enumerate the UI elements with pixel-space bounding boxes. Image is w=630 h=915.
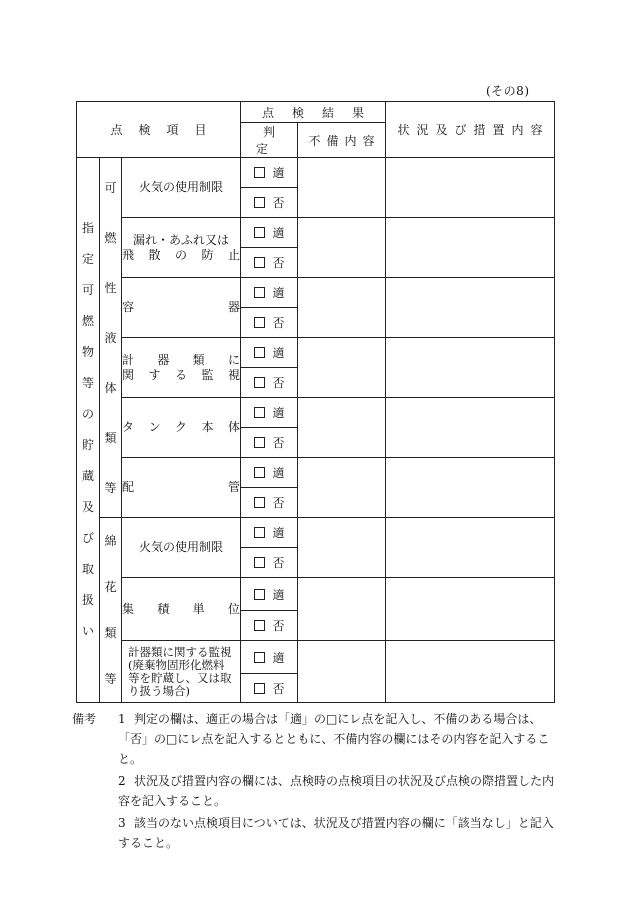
judgment-ok[interactable]: 適 — [241, 458, 298, 488]
judgment-ng[interactable]: 否 — [241, 428, 298, 458]
deficiency-cell[interactable] — [298, 458, 386, 518]
checkbox-icon[interactable] — [254, 652, 265, 663]
checkbox-icon[interactable] — [254, 227, 265, 238]
checkbox-icon[interactable] — [254, 377, 265, 388]
category-flammable-liquids: 可 燃 性 液 体 類 等 — [100, 158, 122, 518]
judgment-ok[interactable]: 適 — [241, 578, 298, 611]
judgment-ng[interactable]: 否 — [241, 248, 298, 278]
item-fire-use-restriction: 火気の使用制限 — [122, 158, 241, 218]
item-instrument-monitoring: 計 器 類 に 関 す る 監 視 — [122, 338, 241, 398]
status-cell[interactable] — [386, 578, 555, 641]
checkbox-icon[interactable] — [254, 257, 265, 268]
deficiency-cell[interactable] — [298, 518, 386, 578]
judgment-ng[interactable]: 否 — [241, 368, 298, 398]
item-piping: 配管 — [122, 458, 241, 518]
checkbox-icon[interactable] — [254, 407, 265, 418]
checkbox-icon[interactable] — [254, 347, 265, 358]
checkbox-icon[interactable] — [254, 167, 265, 178]
status-cell[interactable] — [386, 218, 555, 278]
item-tank-body: タンク本体 — [122, 398, 241, 458]
note-text: 状況及び措置内容の欄には、点検時の点検項目の状況及び点検の際措置した内 — [134, 774, 555, 788]
note-text: 判定の欄は、適正の場合は「適」の□にレ点を記入し、不備のある場合は、 — [134, 712, 542, 726]
inspection-table — [76, 101, 555, 703]
checkbox-icon[interactable] — [254, 197, 265, 208]
checkbox-icon[interactable] — [254, 620, 265, 631]
item-leak-prevention: 漏れ・あふれ又は 飛 散 の 防 止 — [122, 218, 241, 278]
status-cell[interactable] — [386, 518, 555, 578]
page-number: (その8) — [486, 84, 530, 98]
deficiency-cell[interactable] — [298, 218, 386, 278]
judgment-ok[interactable]: 適 — [241, 218, 298, 248]
checkbox-icon[interactable] — [254, 437, 265, 448]
judgment-ok[interactable]: 適 — [241, 398, 298, 428]
status-cell[interactable] — [386, 398, 555, 458]
judgment-ok[interactable]: 適 — [241, 158, 298, 188]
item-fire-use-restriction-2: 火気の使用制限 — [122, 518, 241, 578]
checkbox-icon[interactable] — [254, 467, 265, 478]
judgment-ok[interactable]: 適 — [241, 641, 298, 674]
judgment-ng[interactable]: 否 — [241, 308, 298, 338]
item-container: 容器 — [122, 278, 241, 338]
judgment-ng[interactable]: 否 — [241, 488, 298, 518]
deficiency-cell[interactable] — [298, 578, 386, 641]
header-status-measures: 状況及び措置内容 — [386, 102, 555, 158]
item-stacking-unit: 集積単位 — [122, 578, 241, 641]
header-inspection-result: 点検結果 — [241, 102, 386, 123]
checkbox-icon[interactable] — [254, 683, 265, 694]
judgment-ng[interactable]: 否 — [241, 611, 298, 641]
status-cell[interactable] — [386, 278, 555, 338]
checkbox-icon[interactable] — [254, 317, 265, 328]
note-number: 2 — [118, 774, 126, 788]
deficiency-cell[interactable] — [298, 338, 386, 398]
status-cell[interactable] — [386, 458, 555, 518]
checkbox-icon[interactable] — [254, 497, 265, 508]
checkbox-icon[interactable] — [254, 287, 265, 298]
remarks-label: 備考 — [72, 712, 97, 726]
category-main: 指 定 可 燃 物 等 の 貯 蔵 及 び 取 扱 い — [77, 158, 100, 703]
judgment-ok[interactable]: 適 — [241, 338, 298, 368]
judgment-ng[interactable]: 否 — [241, 674, 298, 703]
note-number: 1 — [118, 712, 126, 726]
note-text-cont: すること。 — [118, 836, 179, 850]
status-cell[interactable] — [386, 158, 555, 218]
deficiency-cell[interactable] — [298, 398, 386, 458]
note-text-cont: 容を記入すること。 — [118, 794, 227, 808]
judgment-ok[interactable]: 適 — [241, 278, 298, 308]
judgment-ng[interactable]: 否 — [241, 548, 298, 578]
status-cell[interactable] — [386, 641, 555, 703]
checkbox-icon[interactable] — [254, 589, 265, 600]
deficiency-cell[interactable] — [298, 641, 386, 703]
note-text: 該当のない点検項目については、状況及び措置内容の欄に「該当なし」と記入 — [134, 816, 554, 830]
category-cotton: 綿 花 類 等 — [100, 518, 122, 703]
item-instrument-monitoring-rdf: 計器類に関する監視 (廃棄物固形化燃料 等を貯蔵し、又は取 り扱う場合) — [122, 641, 241, 703]
note-text-cont: と。 — [118, 752, 143, 766]
status-cell[interactable] — [386, 338, 555, 398]
checkbox-icon[interactable] — [254, 527, 265, 538]
judgment-ok[interactable]: 適 — [241, 518, 298, 548]
deficiency-cell[interactable] — [298, 158, 386, 218]
deficiency-cell[interactable] — [298, 278, 386, 338]
header-deficiency: 不備内容 — [298, 123, 386, 158]
note-text-cont: 「否」の□にレ点を記入するとともに、不備内容の欄にはその内容を記入するこ — [118, 732, 550, 746]
checkbox-icon[interactable] — [254, 557, 265, 568]
note-number: 3 — [118, 816, 126, 830]
judgment-ng[interactable]: 否 — [241, 188, 298, 218]
header-judgment: 判定 — [241, 123, 298, 158]
remarks — [72, 709, 562, 853]
header-inspection-item: 点検項目 — [77, 102, 241, 158]
